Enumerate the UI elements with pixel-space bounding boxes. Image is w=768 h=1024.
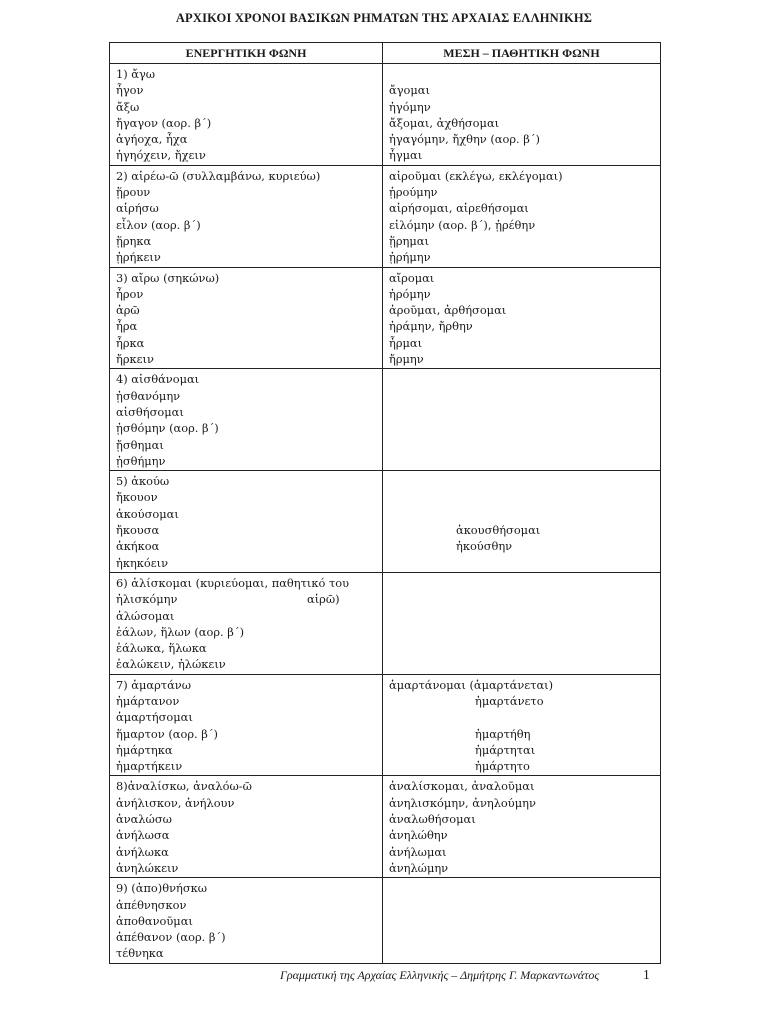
active-form: ἦρον <box>116 286 144 301</box>
active-form: ἀρῶ <box>116 303 140 318</box>
middle-passive-form: ᾑρούμην <box>389 185 438 200</box>
middle-passive-form: αἴρομαι <box>389 270 435 285</box>
middle-passive-form <box>383 489 660 505</box>
active-form: ἀνήλισκον, ἀνήλουν <box>116 795 235 810</box>
middle-passive-form <box>383 913 660 929</box>
active-form: ἀνήλωσα <box>116 828 170 843</box>
middle-passive-form: ἄξομαι, ἀχθήσομαι <box>389 115 500 130</box>
active-form: ἀγήοχα, ἦχα <box>116 132 188 147</box>
active-form: ἑάλων, ἥλων (αορ. β΄) <box>116 624 245 639</box>
active-form: ἑάλωκα, ἥλωκα <box>116 641 207 656</box>
active-form: ᾑρήκειν <box>116 250 161 265</box>
middle-passive-form: ἠγόμην <box>389 99 431 114</box>
active-voice-cell <box>110 267 383 369</box>
table-row <box>110 572 661 674</box>
active-form: ᾐσθήμην <box>116 453 166 468</box>
table-body <box>110 64 661 964</box>
middle-passive-voice-cell <box>383 674 661 776</box>
active-form: ἄξω <box>116 99 140 114</box>
middle-passive-voice-cell <box>383 878 661 963</box>
middle-passive-voice-cell <box>383 267 661 369</box>
active-form: ἤκουσα <box>116 523 160 538</box>
active-form: ἥμαρτον (αορ. β΄) <box>116 726 218 741</box>
active-form: ἑαλώκειν, ἡλώκειν <box>116 657 226 672</box>
middle-passive-form <box>383 929 660 945</box>
middle-passive-form: ἀνηλισκόμην, ἀνηλούμην <box>389 795 536 810</box>
active-form: 6) ἁλίσκομαι (κυριεύομαι, παθητικό του <box>116 575 350 590</box>
table-row <box>110 64 661 166</box>
active-form: ἡμάρτηκα <box>116 742 173 757</box>
active-voice-cell <box>110 369 383 471</box>
middle-passive-form <box>383 473 660 489</box>
active-form: ἁμαρτήσομαι <box>116 710 193 725</box>
active-form: αἱρήσω <box>116 201 159 216</box>
active-form: 4) αἰσθάνομαι <box>116 372 200 387</box>
footer-credit: Γραμματική της Αρχαίας Ελληνικής – Δημήτρης Γ. Μαρκαντωνάτος <box>280 968 600 982</box>
middle-passive-form: ἡμάρτητο <box>475 759 530 774</box>
middle-passive-form <box>383 575 660 591</box>
middle-passive-form: ἀναλωθήσομαι <box>389 812 476 827</box>
active-form: ἡμαρτήκειν <box>116 759 183 774</box>
active-form: ἀποθανοῦμαι <box>116 913 193 928</box>
middle-passive-form <box>383 420 660 436</box>
middle-passive-form: ἠκούσθην <box>456 539 513 554</box>
middle-passive-voice-cell <box>383 776 661 878</box>
middle-passive-form: ἡμάρτηται <box>475 742 536 757</box>
table-header-row <box>110 43 661 64</box>
middle-passive-form <box>383 624 660 640</box>
middle-passive-form: ἠρόμην <box>389 286 431 301</box>
page-number: 1 <box>643 967 650 982</box>
active-voice-cell <box>110 572 383 674</box>
active-form: 7) ἁμαρτάνω <box>116 677 192 692</box>
active-form: 9) (ἀπο)θνήσκω <box>116 881 208 896</box>
middle-passive-form: ἤρμην <box>389 352 424 367</box>
active-form: ἀνήλωκα <box>116 844 169 859</box>
middle-passive-form: ἦγμαι <box>389 148 423 163</box>
active-form: ἤκουον <box>116 490 158 505</box>
active-form: ἀκούσομαι <box>116 506 179 521</box>
active-voice-cell <box>110 878 383 963</box>
active-form: ἦρα <box>116 319 138 334</box>
active-form: ἤγαγον (αορ. β΄) <box>116 115 212 130</box>
active-form-aside: αἱρῶ) <box>307 592 340 607</box>
middle-passive-voice-cell <box>383 64 661 166</box>
active-form: ἤρκειν <box>116 352 154 367</box>
active-form: ἠκηκόειν <box>116 555 169 570</box>
active-form: ἀναλώσω <box>116 812 172 827</box>
active-form: ἀπέθνησκον <box>116 897 187 912</box>
verb-tense-table <box>109 42 661 964</box>
middle-passive-voice-cell <box>383 369 661 471</box>
table-row <box>110 369 661 471</box>
middle-passive-form <box>383 640 660 656</box>
active-voice-cell <box>110 165 383 267</box>
active-voice-cell <box>110 471 383 573</box>
active-form: ᾐσθόμην (αορ. β΄) <box>116 421 219 436</box>
middle-passive-form: εἱλόμην (αορ. β΄), ᾑρέθην <box>389 217 536 232</box>
middle-passive-form: ἁμαρτάνομαι (ἁμαρτάνεται) <box>389 677 554 692</box>
middle-passive-form: ἦρμαι <box>389 335 423 350</box>
active-form: ἡλισκόμην αἱρῶ) <box>116 592 340 607</box>
middle-passive-voice-cell <box>383 471 661 573</box>
table-row <box>110 674 661 776</box>
active-form: 5) ἀκούω <box>116 474 170 489</box>
middle-passive-form: ἄγομαι <box>389 83 430 98</box>
active-form: ἁλώσομαι <box>116 608 175 623</box>
middle-passive-form: ἀναλίσκομαι, ἀναλοῦμαι <box>389 779 535 794</box>
table-row <box>110 267 661 369</box>
middle-passive-form <box>383 555 660 571</box>
active-form: ἦγον <box>116 83 144 98</box>
active-form: 3) αἴρω (σηκώνω) <box>116 270 220 285</box>
active-voice-cell <box>110 64 383 166</box>
active-form: ᾕρουν <box>116 185 151 200</box>
middle-passive-form <box>383 591 660 607</box>
active-form: ἠγηόχειν, ἤχειν <box>116 148 206 163</box>
active-voice-cell <box>110 674 383 776</box>
middle-passive-form: αἱρήσομαι, αἱρεθήσομαι <box>389 201 529 216</box>
middle-passive-form <box>383 880 660 896</box>
active-form: 1) ἄγω <box>116 67 156 81</box>
active-form: ἦρκα <box>116 335 145 350</box>
middle-passive-form <box>383 404 660 420</box>
middle-passive-form <box>383 656 660 672</box>
active-form: ἀπέθανον (αορ. β΄) <box>116 930 226 945</box>
middle-passive-form: ᾕρημαι <box>389 233 429 248</box>
middle-passive-form: ᾑρήμην <box>389 250 431 265</box>
middle-passive-form <box>383 371 660 387</box>
active-form: τέθνηκα <box>116 946 164 961</box>
middle-passive-form <box>383 709 660 725</box>
active-form: 8)ἀναλίσκω, ἀναλόω-ῶ <box>116 779 252 794</box>
middle-passive-form <box>383 453 660 469</box>
active-form: ᾔσθημαι <box>116 437 164 452</box>
middle-passive-form: ἠγαγόμην, ἤχθην (αορ. β΄) <box>389 132 540 147</box>
middle-passive-form: ἠράμην, ἤρθην <box>389 319 473 334</box>
middle-passive-form: ἀκουσθήσομαι <box>456 523 541 538</box>
middle-passive-form: ἀροῦμαι, ἀρθήσομαι <box>389 303 507 318</box>
document-title: ΑΡΧΙΚΟΙ ΧΡΟΝΟΙ ΒΑΣΙΚΩΝ ΡΗΜΑΤΩΝ ΤΗΣ ΑΡΧΑΙΑΣ ΕΛΛΗΝΙΚΗΣ <box>175 11 593 25</box>
table-row <box>110 165 661 267</box>
middle-passive-form <box>383 608 660 624</box>
active-voice-cell <box>110 776 383 878</box>
middle-passive-form <box>383 506 660 522</box>
table-row <box>110 878 661 963</box>
active-form: ᾕρηκα <box>116 233 152 248</box>
active-form: ἡμάρτανον <box>116 693 180 708</box>
header-active-voice: ΕΝΕΡΓΗΤΙΚΗ ΦΩΝΗ <box>110 43 383 64</box>
active-form: αἰσθήσομαι <box>116 404 184 419</box>
table-row <box>110 776 661 878</box>
middle-passive-form <box>383 945 660 961</box>
middle-passive-form <box>383 897 660 913</box>
middle-passive-form <box>383 437 660 453</box>
active-form: εἷλον (αορ. β΄) <box>116 217 201 232</box>
middle-passive-form <box>383 66 660 82</box>
middle-passive-form: ἡμαρτήθη <box>475 726 531 741</box>
active-form: ἀνηλώκειν <box>116 860 179 875</box>
middle-passive-form: ἀνήλωμαι <box>389 844 447 859</box>
middle-passive-form: ἡμαρτάνετο <box>475 693 544 708</box>
active-form: ᾐσθανόμην <box>116 388 181 403</box>
middle-passive-voice-cell <box>383 165 661 267</box>
header-middle-passive-voice: ΜΕΣΗ – ΠΑΘΗΤΙΚΗ ΦΩΝΗ <box>383 43 661 64</box>
middle-passive-voice-cell <box>383 572 661 674</box>
table-row <box>110 471 661 573</box>
active-form: ἀκήκοα <box>116 539 160 554</box>
middle-passive-form <box>383 388 660 404</box>
middle-passive-form: ἀνηλώθην <box>389 828 448 843</box>
middle-passive-form: αἱροῦμαι (εκλέγω, εκλέγομαι) <box>389 168 563 183</box>
middle-passive-form: ἀνηλώμην <box>389 860 449 875</box>
active-form: 2) αἱρέω-ῶ (συλλαμβάνω, κυριεύω) <box>116 168 321 183</box>
